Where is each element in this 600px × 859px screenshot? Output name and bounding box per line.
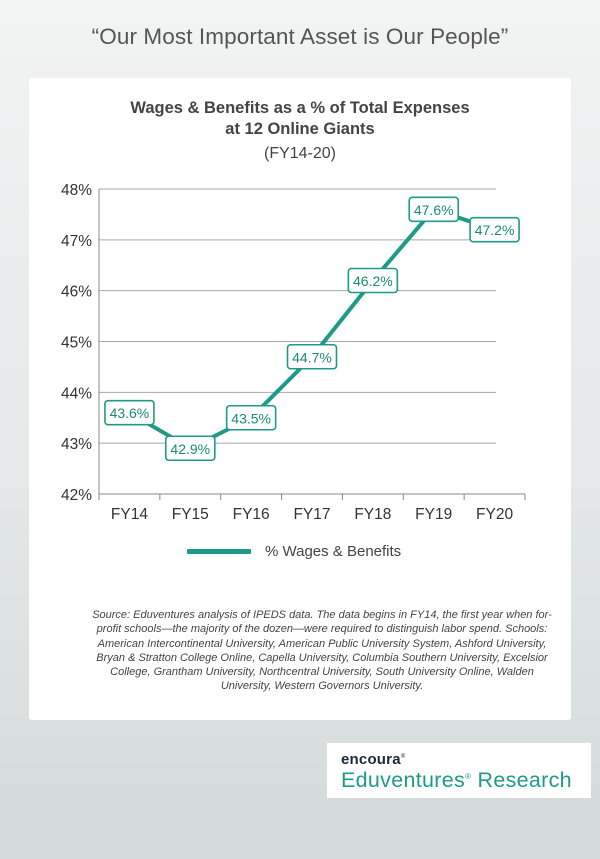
data-label: 46.2% [353,273,393,289]
series-line [129,209,494,448]
data-labels [105,197,519,460]
data-label: 43.6% [109,405,150,422]
encoura-logo [327,743,591,798]
data-label: 44.7% [292,349,332,366]
y-tick-label: 47% [60,232,92,250]
data-label: 43.5% [231,410,271,427]
x-tick-label: FY15 [171,506,209,523]
page-title: “Our Most Important Asset is Our People” [91,24,509,49]
logo-product: Eduventures® Research [341,768,572,792]
y-tick-label: 45% [60,334,92,352]
data-label: 42.9% [170,440,211,457]
logo-brand: encoura® [341,751,406,768]
y-tick-label: 43% [60,436,92,454]
x-tick-label: FY18 [354,506,392,523]
x-tick-label: FY20 [476,506,514,523]
x-tick-label: FY17 [293,506,331,523]
legend [187,543,401,560]
chart-title-line1: Wages & Benefits as a % of Total Expenses [130,99,470,117]
x-tick-label: FY19 [415,506,453,523]
source-note: Source: Eduventures analysis of IPEDS data. The data begins in FY14, the first year when for-profit schools—the majority of the dozen—were required to distinguish labor spend. Schools: American Intercontinental University, American Public University System, Ashford University, Bryan & Stratton College Online, Capella University, Columbia Southern University, Excelsior College, Grantham University, Northcentral University, South University Online, Walden University, Western Governors University. [92,609,552,693]
x-tick-label: FY14 [110,506,148,523]
gridlines [99,189,496,443]
y-tick-label: 42% [60,487,92,504]
x-tick-label: FY16 [232,506,270,523]
y-tick-label: 46% [60,283,92,301]
chart-title-line2: at 12 Online Giants [225,120,375,138]
y-tick-label: 48% [60,182,92,199]
chart-subtitle: (FY14-20) [263,145,337,162]
series-line-layer [129,209,494,448]
legend-swatch [187,549,251,554]
data-label: 47.6% [413,201,454,218]
legend-label: % Wages & Benefits [265,543,402,560]
data-label: 47.2% [474,222,515,239]
y-tick-label: 44% [60,385,92,403]
